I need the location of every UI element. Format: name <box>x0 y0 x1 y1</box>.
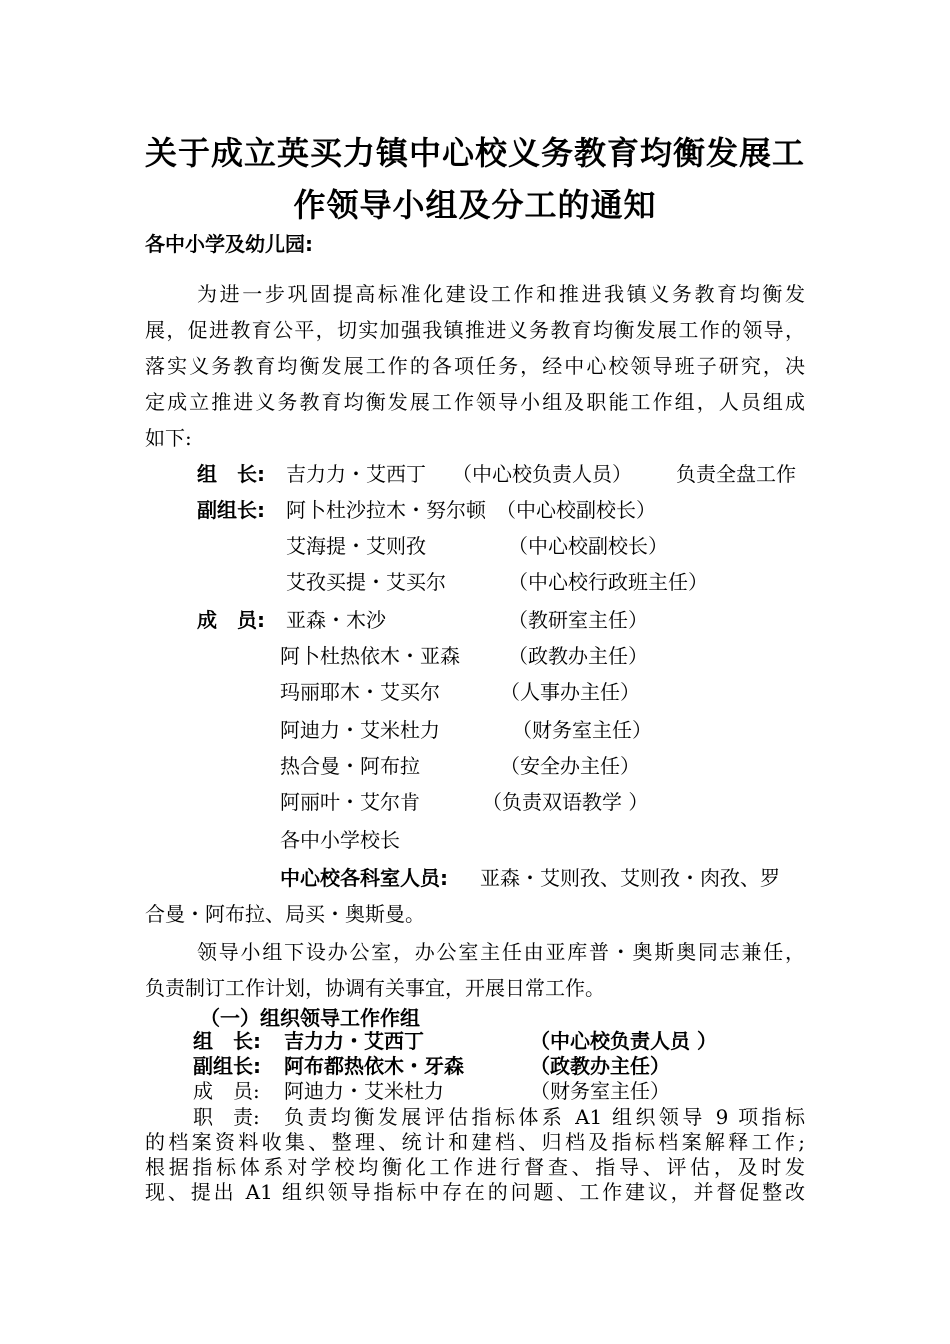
member-label: 成 员: <box>197 608 265 632</box>
member-name-4: 阿迪力・艾米杜力 <box>280 718 440 742</box>
group1-deputy-role: （政教办主任） <box>530 1054 670 1078</box>
deputy-role-3: （中心校行政班主任） <box>508 570 708 594</box>
group1-member-role: （财务室主任） <box>530 1079 670 1103</box>
member-name-2: 阿卜杜热依木・亚森 <box>280 644 460 668</box>
member-role-3: （人事办主任） <box>500 680 640 704</box>
leader-head-duty: 负责全盘工作 <box>676 462 796 486</box>
group1-deputy-name: 阿布都热依木・牙森 <box>284 1054 464 1078</box>
salutation: 各中小学及幼儿园: <box>145 232 313 256</box>
intro-line-2: 展，促进教育公平，切实加强我镇推进义务教育均衡发展工作的领导， <box>145 318 805 342</box>
member-role-6: （负责双语教学 ） <box>482 790 649 814</box>
leader-head-name: 吉力力・艾西丁 <box>286 462 426 486</box>
member-role-5: （安全办主任） <box>500 754 640 778</box>
deputy-name-3: 艾孜买提・艾买尔 <box>286 570 446 594</box>
deputy-role-1: （中心校副校长） <box>496 498 656 522</box>
intro-line-3: 落实义务教育均衡发展工作的各项任务，经中心校领导班子研究，决 <box>145 354 805 378</box>
group1-head-role: （中心校负责人员 ） <box>530 1029 717 1053</box>
group1-duty-line-4: 现、提出 A1 组织领导指标中存在的问题、工作建议，并督促整改 <box>145 1180 805 1204</box>
member-name-7: 各中小学校长 <box>280 828 400 852</box>
group1-duty-line-2: 的档案资料收集、整理、统计和建档、归档及指标档案解释工作; <box>145 1130 805 1154</box>
member-name-6: 阿丽叶・艾尔肯 <box>280 790 420 814</box>
group1-deputy-label: 副组长: <box>193 1054 261 1078</box>
intro-line-1: 为进一步巩固提高标准化建设工作和推进我镇义务教育均衡发 <box>197 282 805 306</box>
office-staff-line-2: 合曼・阿布拉、局买・奥斯曼。 <box>145 902 425 926</box>
intro-line-5: 如下: <box>145 426 192 450</box>
deputy-name-1: 阿卜杜沙拉木・努尔顿 <box>286 498 486 522</box>
group1-heading: （一）组织领导工作作组 <box>200 1006 420 1030</box>
document-title-line-2: 作领导小组及分工的通知 <box>293 186 657 224</box>
group1-member-name: 阿迪力・艾米杜力 <box>284 1079 444 1103</box>
document-title-line-1: 关于成立英买力镇中心校义务教育均衡发展工 <box>144 134 805 172</box>
intro-line-4: 定成立推进义务教育均衡发展工作领导小组及职能工作组，人员组成 <box>145 390 805 414</box>
group1-duty-label: 职 责: <box>193 1105 260 1129</box>
office-staff-line-1: 亚森・艾则孜、艾则孜・肉孜、罗 <box>480 866 780 890</box>
leader-head-label: 组 长: <box>197 462 265 486</box>
group1-duty-line-3: 根据指标体系对学校均衡化工作进行督查、指导、评估，及时发 <box>145 1155 805 1179</box>
member-role-2: （政教办主任） <box>508 644 648 668</box>
member-role-4: （财务室主任） <box>512 718 652 742</box>
member-role-1: （教研室主任） <box>508 608 648 632</box>
group1-head-label: 组 长: <box>193 1029 261 1053</box>
group1-head-name: 吉力力・艾西丁 <box>284 1029 424 1053</box>
group1-member-label: 成 员: <box>193 1079 260 1103</box>
deputy-name-2: 艾海提・艾则孜 <box>286 534 426 558</box>
member-name-3: 玛丽耶木・艾买尔 <box>280 680 440 704</box>
leader-head-role: （中心校负责人员） <box>452 462 632 486</box>
office-para-line-2: 负责制订工作计划，协调有关事宜，开展日常工作。 <box>145 976 605 1000</box>
office-staff-label: 中心校各科室人员: <box>280 866 448 890</box>
deputy-role-2: （中心校副校长） <box>508 534 668 558</box>
member-name-1: 亚森・木沙 <box>286 608 386 632</box>
office-para-line-1: 领导小组下设办公室，办公室主任由亚库普・奥斯奥同志兼任， <box>197 940 805 964</box>
deputy-label: 副组长: <box>197 498 265 522</box>
group1-duty-line-1: 负责均衡发展评估指标体系 A1 组织领导 9 项指标 <box>284 1105 805 1129</box>
member-name-5: 热合曼・阿布拉 <box>280 754 420 778</box>
